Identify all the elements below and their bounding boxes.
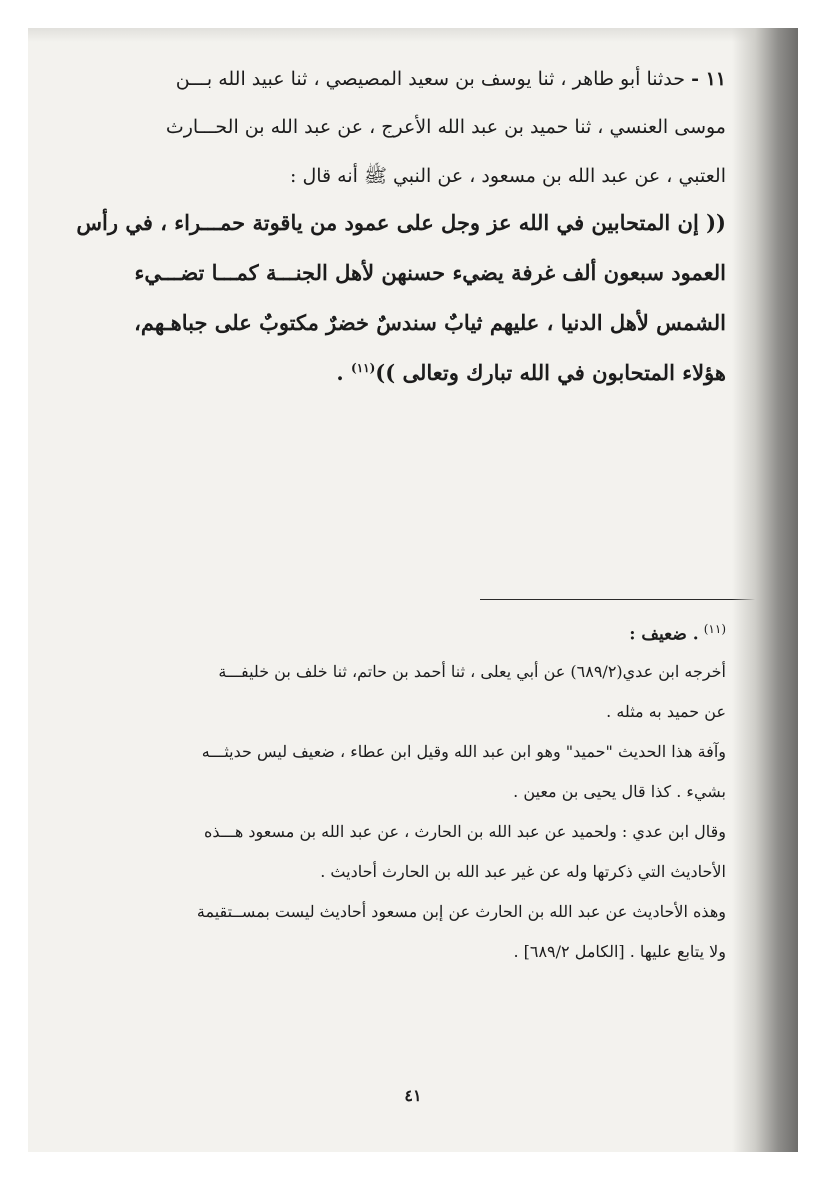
- footnote-line-7: وهذه الأحاديث عن عبد الله بن الحارث عن إبن مسعود أحاديث ليست بمســتقيمة: [196, 902, 726, 921]
- matn-line-3: الشمس لأهل الدنيا ، عليهم ثيابٌ سندسٌ خضرٌ مكتوبٌ على جباهـهم،: [134, 310, 726, 335]
- footnote-line-5: وقال ابن عدي : ولحميد عن عبد الله بن الحارث ، عن عبد الله بن مسعود هـــذه: [204, 822, 726, 841]
- isnad-text-1: حدثنا أبو طاهر ، ثنا يوسف بن سعيد المصيصي ، ثنا عبيد الله بـــن: [175, 68, 686, 90]
- footnote-grade: . ضعيف :: [629, 624, 699, 645]
- isnad-line-1: [176, 68, 726, 90]
- matn-text-4: هؤلاء المتحابون في الله تبارك وتعالى )): [375, 360, 726, 385]
- footnote-marker: (١١): [703, 622, 726, 636]
- page-top-shadow: [28, 28, 798, 42]
- matn-line-1: (( إن المتحابين في الله عز وجل على عمود من ياقوتة حمـــراء ، في رأس: [76, 210, 726, 235]
- matn-line-4: [336, 360, 726, 385]
- page-number: ٤١: [404, 1086, 422, 1105]
- footnote-line-4: بشيء . كذا قال يحيى بن معين .: [513, 782, 726, 801]
- footnote-reference: (١١): [351, 361, 376, 375]
- footnote-line-6: الأحاديث التي ذكرتها وله عن غير عبد الله بن الحارث أحاديث .: [320, 862, 726, 881]
- hadith-number: ١١ -: [691, 68, 726, 90]
- isnad-line-2: موسى العنسي ، ثنا حميد بن عبد الله الأعرج ، عن عبد الله بن الحـــارث: [165, 116, 726, 138]
- scanned-page: [28, 28, 798, 1152]
- footnote-line-1: أخرجه ابن عدي(٦٨٩/٢) عن أبي يعلى ، ثنا أحمد بن حاتم، ثنا خلف بن خليفـــة: [218, 662, 726, 681]
- matn-end: .: [336, 360, 351, 385]
- footnote-separator: [480, 599, 756, 600]
- footnote-line-2: عن حميد به مثله .: [606, 702, 726, 721]
- footnote-line-3: وآفة هذا الحديث "حميد" وهو ابن عبد الله وقيل ابن عطاء ، ضعيف ليس حديثـــه: [201, 742, 726, 761]
- page-binding-shadow: [732, 28, 798, 1152]
- footnote-line-8: ولا يتابع عليها . [الكامل ٦٨٩/٢] .: [513, 942, 726, 961]
- footnote-heading-line: [629, 622, 726, 644]
- matn-line-2: العمود سبعون ألف غرفة يضيء حسنهن لأهل الجنـــة كمـــا تضـــيء: [134, 260, 726, 285]
- isnad-line-3: العتبي ، عن عبد الله بن مسعود ، عن النبي ﷺ أنه قال :: [290, 165, 726, 187]
